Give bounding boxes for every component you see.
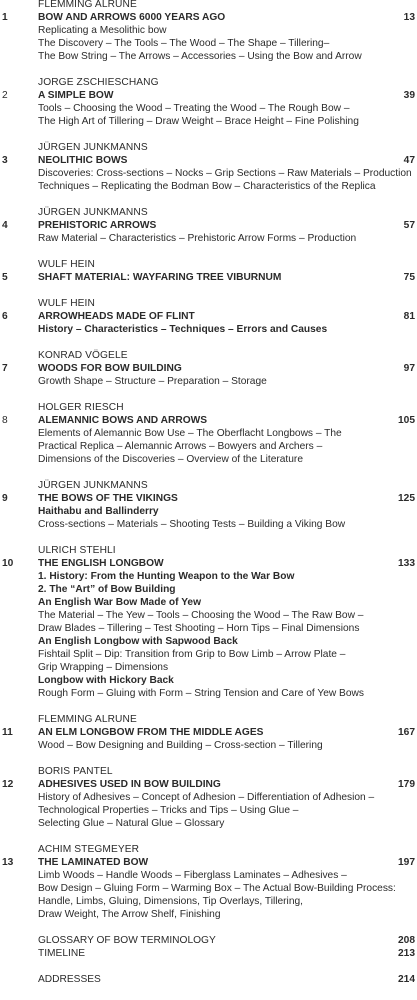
chapter-topics: Technological Properties – Tricks and Tips – Using Glue – xyxy=(38,805,299,816)
chapter-author: HOLGER RIESCH xyxy=(38,402,124,413)
chapter-number: 13 xyxy=(2,857,14,868)
page-number: 57 xyxy=(403,220,415,231)
chapter-subheading: An English Longbow with Sapwood Back xyxy=(38,636,238,647)
chapter-topics: Elements of Alemannic Bow Use – The Oberflacht Longbows – The xyxy=(38,428,342,439)
entry-spacer xyxy=(0,63,417,76)
chapter-topics: History of Adhesives – Concept of Adhesion – Differentiation of Adhesion – xyxy=(38,792,375,803)
chapter-topics: Tools – Choosing the Wood – Treating the Wood – The Rough Bow – xyxy=(38,103,350,114)
chapter-topics: Discoveries: Cross-sections – Nocks – Grip Sections – Raw Materials – Production xyxy=(38,168,412,179)
chapter-topics: Cross-sections – Materials – Shooting Tests – Building a Viking Bow xyxy=(38,519,346,530)
chapter-author: ULRICH STEHLI xyxy=(38,545,116,556)
chapter-title[interactable]: NEOLITHIC BOWS xyxy=(38,155,128,166)
entry-spacer xyxy=(0,960,417,973)
toc-entry[interactable] xyxy=(0,349,417,388)
chapter-topics: The High Art of Tillering – Draw Weight – Brace Height – Fine Polishing xyxy=(38,116,359,127)
chapter-number: 1 xyxy=(2,12,8,23)
toc-entry[interactable] xyxy=(0,765,417,830)
toc-entry[interactable] xyxy=(0,206,417,245)
chapter-title[interactable]: PREHISTORIC ARROWS xyxy=(38,220,157,231)
backmatter-label: TIMELINE xyxy=(38,948,85,959)
page-number: 97 xyxy=(403,363,415,374)
toc-entry[interactable] xyxy=(0,843,417,921)
entry-spacer xyxy=(0,388,417,401)
chapter-author: JÜRGEN JUNKMANNS xyxy=(38,480,148,491)
page-number: 125 xyxy=(398,493,415,504)
chapter-number: 8 xyxy=(2,415,8,426)
chapter-author: JÜRGEN JUNKMANNS xyxy=(38,207,148,218)
page-number: 39 xyxy=(403,90,415,101)
page-number: 47 xyxy=(403,155,415,166)
chapter-topics: Grip Wrapping – Dimensions xyxy=(38,662,169,673)
backmatter-item[interactable] xyxy=(0,973,417,986)
chapter-topics: Growth Shape – Structure – Preparation – Storage xyxy=(38,376,267,387)
chapter-subheading: 1. History: From the Hunting Weapon to the War Bow xyxy=(38,571,295,582)
chapter-topics: The Material – The Yew – Tools – Choosing the Wood – The Raw Bow – xyxy=(38,610,364,621)
page-number: 81 xyxy=(403,311,415,322)
toc-entry[interactable] xyxy=(0,713,417,752)
page-number: 167 xyxy=(398,727,415,738)
chapter-topics: Dimensions of the Discoveries – Overview of the Literature xyxy=(38,454,303,465)
chapter-title[interactable]: THE LAMINATED BOW xyxy=(38,857,149,868)
chapter-topics: Techniques – Replicating the Bodman Bow – Characteristics of the Replica xyxy=(38,181,376,192)
chapter-number: 11 xyxy=(2,727,13,738)
page-number: 13 xyxy=(403,12,415,23)
backmatter-label: ADDRESSES xyxy=(38,974,101,985)
chapter-topics: Selecting Glue – Natural Glue – Glossary xyxy=(38,818,225,829)
chapter-subheading: An English War Bow Made of Yew xyxy=(38,597,202,608)
page-number: 133 xyxy=(398,558,415,569)
chapter-topics: Handle, Limbs, Gluing, Dimensions, Tip Overlays, Tillering, xyxy=(38,896,303,907)
chapter-topics: Raw Material – Characteristics – Prehistoric Arrow Forms – Production xyxy=(38,233,357,244)
entry-spacer xyxy=(0,700,417,713)
entry-spacer xyxy=(0,921,417,934)
page-number: 197 xyxy=(398,857,415,868)
chapter-author: JÜRGEN JUNKMANNS xyxy=(38,142,148,153)
chapter-topics: The Discovery – The Tools – The Wood – The Shape – Tillering– xyxy=(38,38,330,49)
chapter-number: 12 xyxy=(2,779,14,790)
chapter-title[interactable]: THE BOWS OF THE VIKINGS xyxy=(38,493,178,504)
chapter-topics: The Bow String – The Arrows – Accessories – Using the Bow and Arrow xyxy=(38,51,362,62)
entry-spacer xyxy=(0,336,417,349)
chapter-topics: Rough Form – Gluing with Form – String Tension and Care of Yew Bows xyxy=(38,688,364,699)
toc-entry[interactable] xyxy=(0,544,417,700)
chapter-subheading: History – Characteristics – Techniques – Errors and Causes xyxy=(38,324,328,335)
chapter-author: FLEMMING ALRUNE xyxy=(38,0,137,10)
chapter-author: WULF HEIN xyxy=(38,298,95,309)
chapter-number: 10 xyxy=(2,558,14,569)
page-number: 75 xyxy=(403,272,415,283)
chapter-number: 5 xyxy=(2,272,8,283)
chapter-number: 3 xyxy=(2,155,8,166)
chapter-number: 9 xyxy=(2,493,8,504)
page-number: 179 xyxy=(398,779,415,790)
chapter-title[interactable]: ARROWHEADS MADE OF FLINT xyxy=(38,311,195,322)
chapter-subheading: Haithabu and Ballinderry xyxy=(38,506,159,517)
toc-entry[interactable] xyxy=(0,297,417,336)
chapter-topics: Limb Woods – Handle Woods – Fiberglass Laminates – Adhesives – xyxy=(38,870,347,881)
toc-entry[interactable] xyxy=(0,258,417,284)
chapter-title[interactable]: A SIMPLE BOW xyxy=(38,90,114,101)
entry-spacer xyxy=(0,531,417,544)
entry-spacer xyxy=(0,466,417,479)
chapter-number: 6 xyxy=(2,311,8,322)
chapter-title[interactable]: ALEMANNIC BOWS AND ARROWS xyxy=(38,415,208,426)
page-number: 214 xyxy=(398,974,415,985)
entry-spacer xyxy=(0,752,417,765)
chapter-topics: Draw Weight, The Arrow Shelf, Finishing xyxy=(38,909,221,920)
chapter-topics: Bow Design – Gluing Form – Warming Box – The Actual Bow-Building Process: xyxy=(38,883,396,894)
chapter-title[interactable]: SHAFT MATERIAL: WAYFARING TREE VIBURNUM xyxy=(38,272,282,283)
backmatter-list xyxy=(0,934,417,986)
chapter-title[interactable]: ADHESIVES USED IN BOW BUILDING xyxy=(38,779,221,790)
chapter-subheading: Longbow with Hickory Back xyxy=(38,675,174,686)
entry-spacer xyxy=(0,284,417,297)
entry-spacer xyxy=(0,128,417,141)
chapter-author: ACHIM STEGMEYER xyxy=(38,844,140,855)
chapter-topics: Draw Blades – Tillering – Test Shooting – Horn Tips – Final Dimensions xyxy=(38,623,360,634)
chapter-topics: Fishtail Split – Dip: Transition from Grip to Bow Limb – Arrow Plate – xyxy=(38,649,346,660)
chapter-title[interactable]: BOW AND ARROWS 6000 YEARS AGO xyxy=(38,12,226,23)
page-number: 105 xyxy=(398,415,415,426)
chapter-number: 7 xyxy=(2,363,8,374)
backmatter-item[interactable] xyxy=(0,934,417,947)
toc-entry[interactable] xyxy=(0,401,417,466)
backmatter-label: GLOSSARY OF BOW TERMINOLOGY xyxy=(38,935,216,946)
toc-entry[interactable] xyxy=(0,76,417,128)
chapter-topics: Replicating a Mesolithic bow xyxy=(38,25,167,36)
chapter-author: FLEMMING ALRUNE xyxy=(38,714,137,725)
entry-spacer xyxy=(0,245,417,258)
chapter-title[interactable]: THE ENGLISH LONGBOW xyxy=(38,558,164,569)
toc-entry[interactable] xyxy=(0,141,417,193)
chapter-author: KONRAD VÖGELE xyxy=(38,350,128,361)
chapter-author: BORIS PANTEL xyxy=(38,766,113,777)
page-number: 213 xyxy=(398,948,415,959)
chapter-author: WULF HEIN xyxy=(38,259,95,270)
toc-entry[interactable] xyxy=(0,479,417,531)
chapter-subheading: 2. The “Art” of Bow Building xyxy=(38,584,176,595)
chapter-number: 2 xyxy=(2,90,8,101)
chapter-topics: Practical Replica – Alemannic Arrows – Bowyers and Archers – xyxy=(38,441,323,452)
chapter-number: 4 xyxy=(2,220,8,231)
page-number: 208 xyxy=(398,935,415,946)
backmatter-item[interactable] xyxy=(0,947,417,960)
entry-spacer xyxy=(0,830,417,843)
chapter-topics: Wood – Bow Designing and Building – Cross-section – Tillering xyxy=(38,740,323,751)
chapter-title[interactable]: WOODS FOR BOW BUILDING xyxy=(38,363,182,374)
toc-entry[interactable] xyxy=(0,0,417,63)
chapter-title[interactable]: AN ELM LONGBOW FROM THE MIDDLE AGES xyxy=(38,727,264,738)
chapter-author: JORGE ZSCHIESCHANG xyxy=(38,77,159,88)
entry-spacer xyxy=(0,193,417,206)
